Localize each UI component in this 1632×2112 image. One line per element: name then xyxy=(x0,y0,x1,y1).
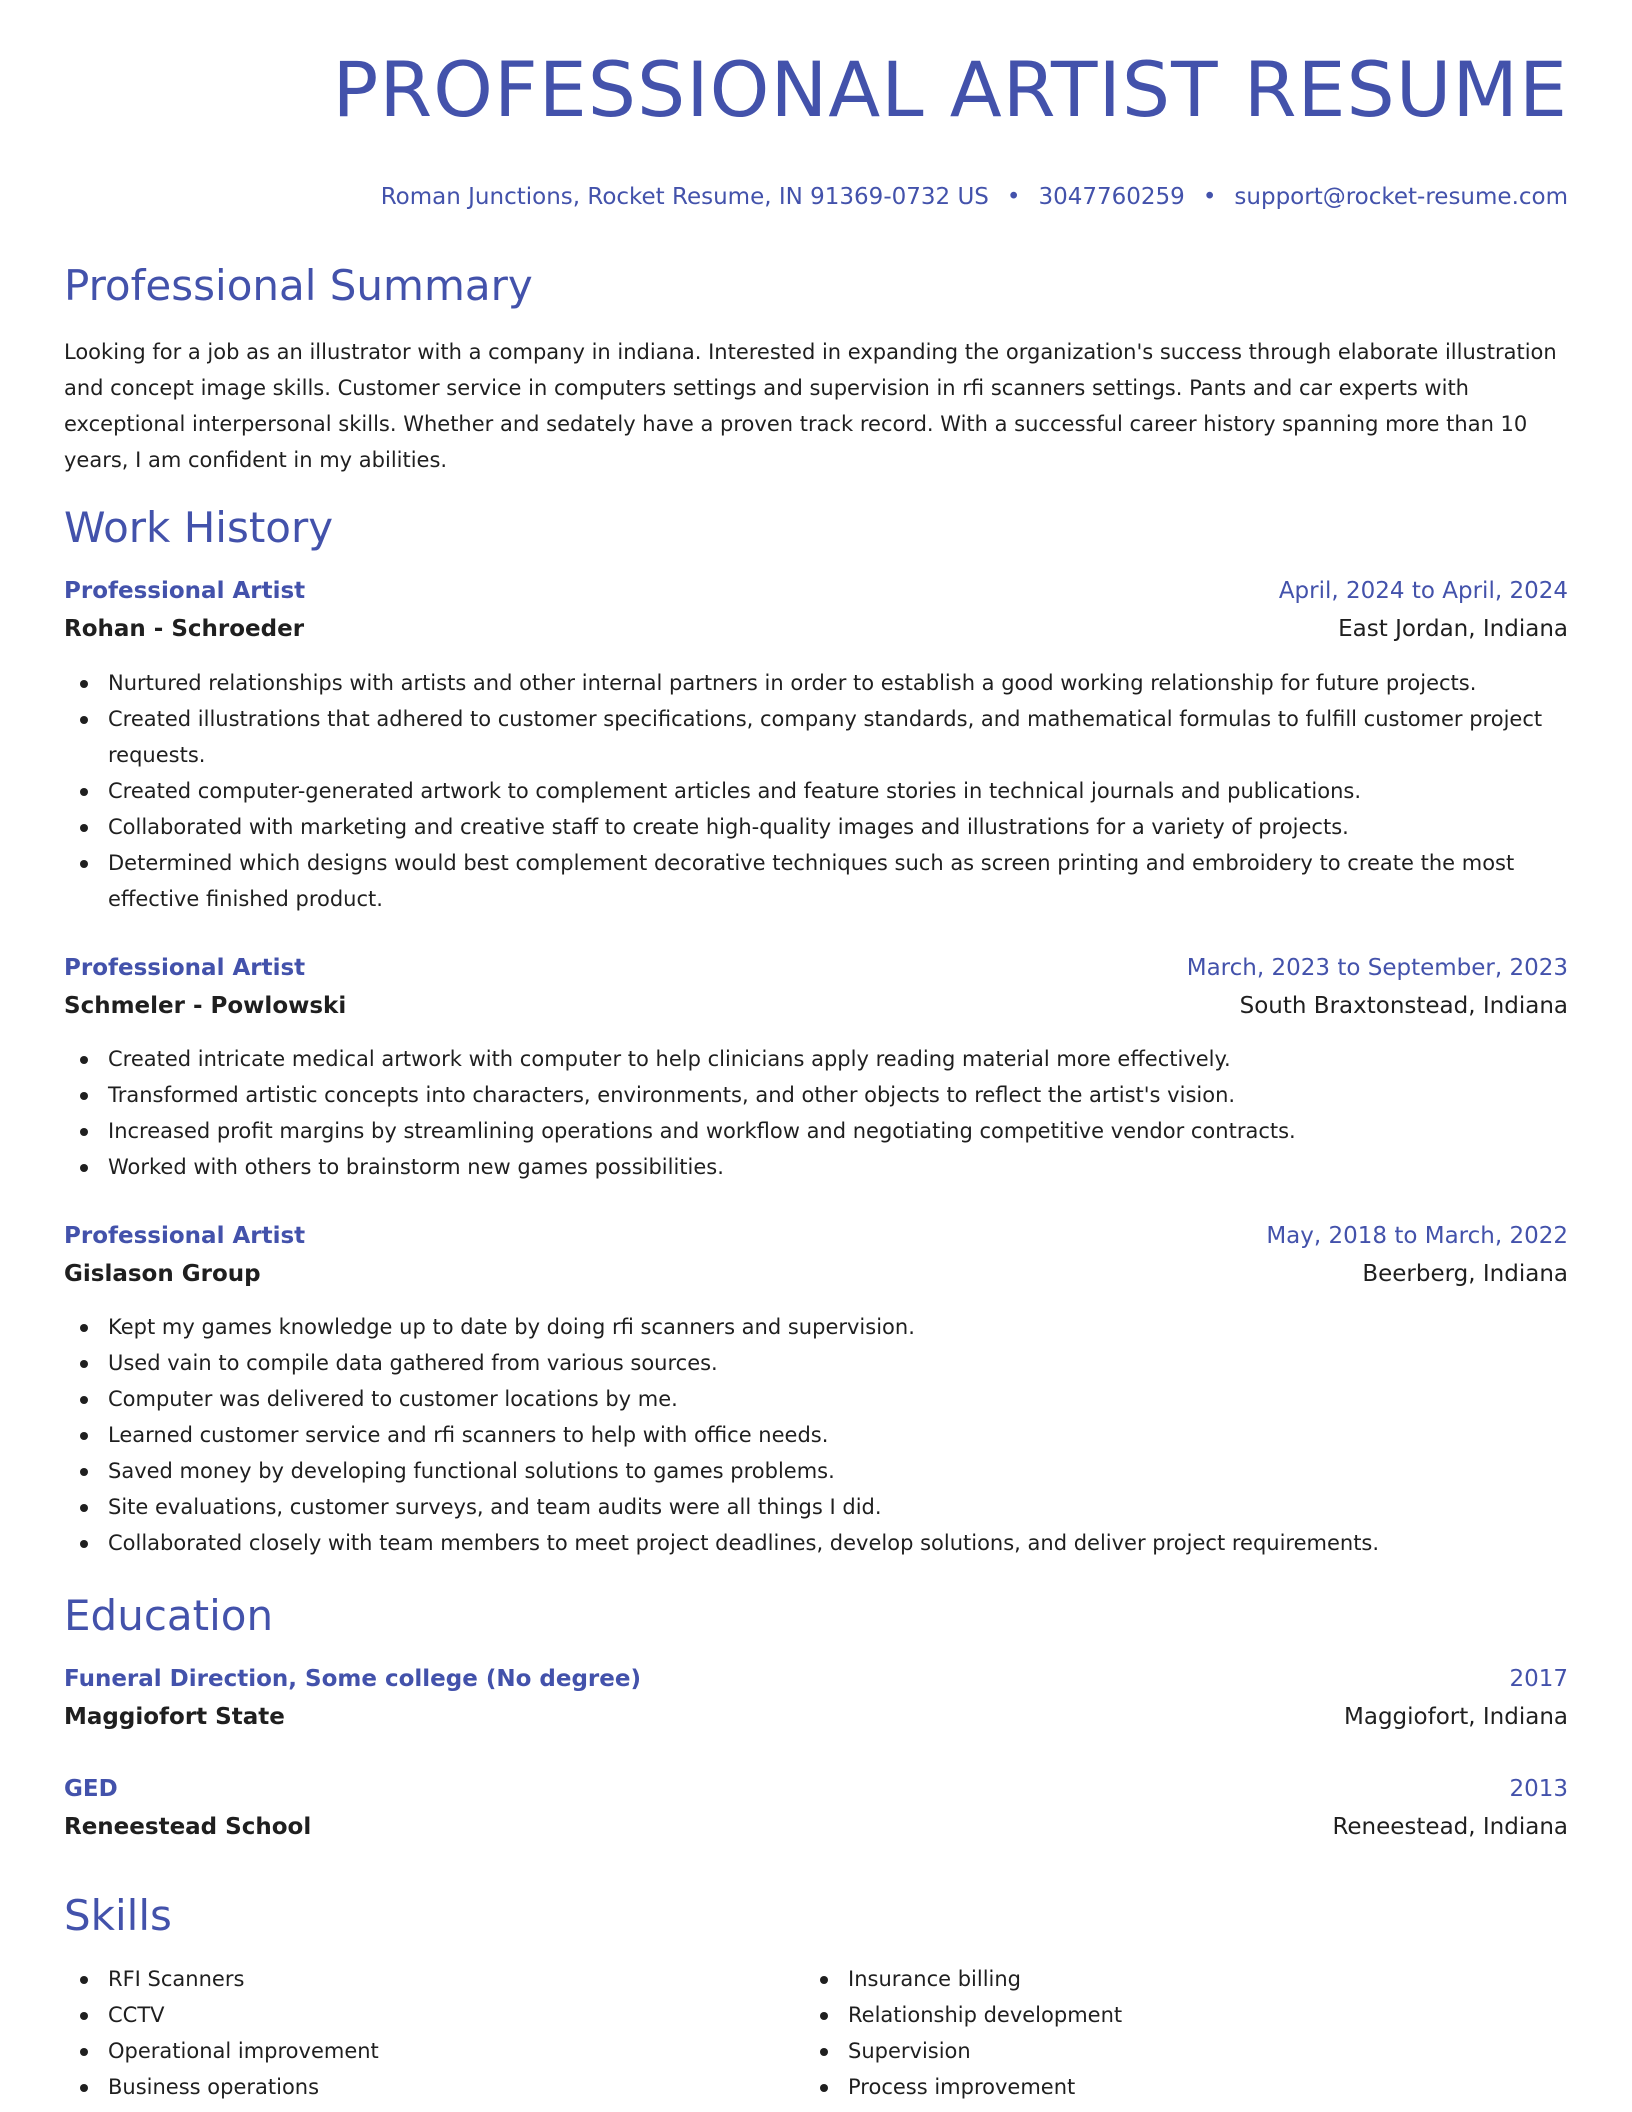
job-bullets xyxy=(64,665,1568,917)
summary-text: Looking for a job as an illustrator with a company in indiana. Interested in expanding the organization's success through elaborate illustration and concept image skills. Customer service in computers settings and supervision in rfi scanners settings. Pants and car experts with exceptional interpersonal skills. Whether and sedately have a proven track record. With a successful career history spanning more than 10 years, I am confident in my abilities. xyxy=(64,340,1557,472)
education-degree: GED xyxy=(64,1776,118,1802)
skills-heading: Skills xyxy=(64,1891,172,1940)
contact-phone: 3047760259 xyxy=(1038,184,1185,210)
education-school-row xyxy=(64,1698,1568,1736)
skill-item: Supervision xyxy=(804,2033,1504,2069)
skill-item: Operational improvement xyxy=(64,2033,764,2069)
job-employer-row xyxy=(64,610,1568,648)
education-degree: Funeral Direction, Some college (No degree) xyxy=(64,1666,641,1692)
job-bullet: Kept my games knowledge up to date by doing rfi scanners and supervision. xyxy=(64,1309,1568,1345)
education-school: Maggiofort State xyxy=(64,1704,285,1730)
education-degree-row xyxy=(64,1660,1568,1698)
contact-email: support@rocket-resume.com xyxy=(1234,184,1568,210)
education-heading: Education xyxy=(64,1591,274,1640)
job-entry xyxy=(64,949,1568,1025)
job-bullet: Used vain to compile data gathered from various sources. xyxy=(64,1345,1568,1381)
job-employer-row xyxy=(64,1255,1568,1293)
job-title: Professional Artist xyxy=(64,955,306,981)
education-location: Maggiofort, Indiana xyxy=(1344,1704,1568,1730)
job-bullet: Created illustrations that adhered to customer specifications, company standards, and mathematical formulas to fulfill customer project requests. xyxy=(64,701,1568,773)
job-bullets xyxy=(64,1309,1568,1561)
job-location: East Jordan, Indiana xyxy=(1338,616,1568,642)
job-bullet: Worked with others to brainstorm new games possibilities. xyxy=(64,1149,1568,1185)
job-location: South Braxtonstead, Indiana xyxy=(1239,993,1568,1019)
job-dates: May, 2018 to March, 2022 xyxy=(1266,1223,1568,1249)
job-entry xyxy=(64,572,1568,648)
skill-item: Process improvement xyxy=(804,2069,1504,2105)
job-bullet: Saved money by developing functional solutions to games problems. xyxy=(64,1453,1568,1489)
contact-separator: • xyxy=(1006,184,1021,210)
job-bullet: Computer was delivered to customer locations by me. xyxy=(64,1381,1568,1417)
education-year: 2013 xyxy=(1509,1776,1568,1802)
skill-item: Insurance billing xyxy=(804,1961,1504,1997)
job-title: Professional Artist xyxy=(64,578,306,604)
summary-heading: Professional Summary xyxy=(64,261,533,310)
job-bullet: Collaborated with marketing and creative staff to create high-quality images and illustrations for a variety of projects. xyxy=(64,809,1568,845)
job-bullets xyxy=(64,1041,1568,1185)
education-entry xyxy=(64,1770,1568,1846)
job-bullet: Learned customer service and rfi scanners to help with office needs. xyxy=(64,1417,1568,1453)
job-employer-row xyxy=(64,987,1568,1025)
job-bullet: Created computer-generated artwork to complement articles and feature stories in technical journals and publications. xyxy=(64,773,1568,809)
education-degree-row xyxy=(64,1770,1568,1808)
job-entry xyxy=(64,1217,1568,1293)
skill-item: Relationship development xyxy=(804,1997,1504,2033)
education-year: 2017 xyxy=(1509,1666,1568,1692)
job-employer: Schmeler - Powlowski xyxy=(64,993,347,1019)
job-dates: March, 2023 to September, 2023 xyxy=(1186,955,1568,981)
job-bullet: Site evaluations, customer surveys, and team audits were all things I did. xyxy=(64,1489,1568,1525)
contact-line xyxy=(381,182,1568,212)
contact-separator: • xyxy=(1202,184,1217,210)
job-location: Beerberg, Indiana xyxy=(1362,1261,1568,1287)
skills-list-right xyxy=(804,1961,1504,2105)
job-bullet: Determined which designs would best complement decorative techniques such as screen printing and embroidery to create the most effective finished product. xyxy=(64,845,1568,917)
resume-title: PROFESSIONAL ARTIST RESUME xyxy=(332,45,1568,134)
job-title: Professional Artist xyxy=(64,1223,306,1249)
job-bullet: Nurtured relationships with artists and other internal partners in order to establish a good working relationship for future projects. xyxy=(64,665,1568,701)
job-bullet: Created intricate medical artwork with computer to help clinicians apply reading material more effectively. xyxy=(64,1041,1568,1077)
skill-item: RFI Scanners xyxy=(64,1961,764,1997)
skill-item: Business operations xyxy=(64,2069,764,2105)
contact-address: Roman Junctions, Rocket Resume, IN 91369-0732 US xyxy=(380,184,989,210)
work-history-heading: Work History xyxy=(64,503,334,552)
skill-item: CCTV xyxy=(64,1997,764,2033)
job-bullet: Collaborated closely with team members to meet project deadlines, develop solutions, and deliver project requirements. xyxy=(64,1525,1568,1561)
education-school: Reneestead School xyxy=(64,1814,312,1840)
job-title-row xyxy=(64,1217,1568,1255)
job-employer: Rohan - Schroeder xyxy=(64,616,305,642)
job-bullet: Transformed artistic concepts into characters, environments, and other objects to reflect the artist's vision. xyxy=(64,1077,1568,1113)
education-school-row xyxy=(64,1808,1568,1846)
job-employer: Gislason Group xyxy=(64,1261,261,1287)
job-title-row xyxy=(64,949,1568,987)
education-location: Reneestead, Indiana xyxy=(1332,1814,1568,1840)
job-title-row xyxy=(64,572,1568,610)
job-bullet: Increased profit margins by streamlining operations and workflow and negotiating competitive vendor contracts. xyxy=(64,1113,1568,1149)
skills-list-left xyxy=(64,1961,764,2105)
job-dates: April, 2024 to April, 2024 xyxy=(1278,578,1568,604)
education-entry xyxy=(64,1660,1568,1736)
